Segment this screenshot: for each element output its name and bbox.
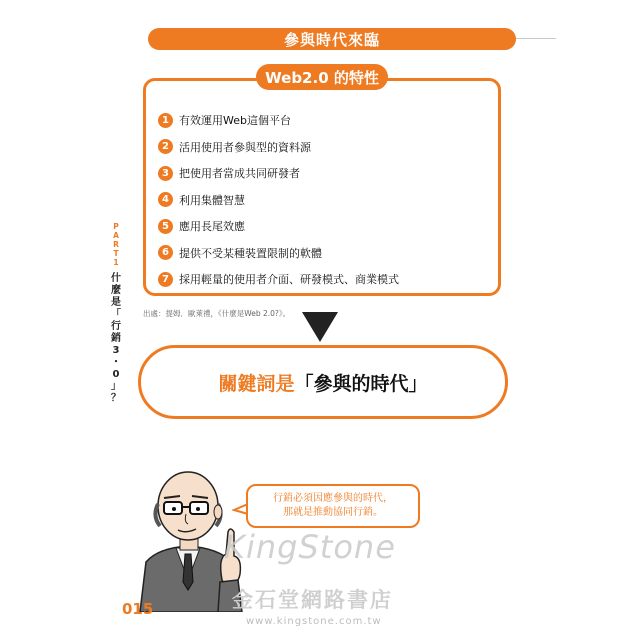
number-badge: 4: [158, 192, 173, 207]
title-char: 3: [112, 345, 120, 356]
part-char: P: [113, 222, 119, 231]
list-item-text: 活用使用者參與型的資料源: [179, 140, 311, 154]
bubble-line-1: 行銷必須因應參與的時代，: [273, 493, 393, 504]
speech-bubble: [246, 484, 420, 528]
keyword-callout: [138, 345, 508, 419]
part-char: T: [113, 249, 119, 258]
title-char: ？: [111, 393, 121, 404]
watermark-url: www.kingstone.com.tw: [246, 616, 382, 627]
part-char: A: [113, 231, 119, 240]
list-item: [158, 107, 488, 134]
features-box-title: Web2.0 的特性: [256, 64, 388, 90]
part-side-label: [108, 222, 124, 405]
title-char: 什: [111, 273, 121, 284]
number-badge: 1: [158, 113, 173, 128]
watermark-logo: KingStone: [224, 528, 396, 566]
list-item: [158, 187, 488, 214]
number-badge: 2: [158, 139, 173, 154]
list-item: [158, 266, 488, 293]
list-item-text: 有效運用Web這個平台: [179, 114, 291, 128]
list-item: [158, 240, 488, 267]
list-item-text: 應用長尾效應: [179, 220, 245, 234]
part-char: 1: [113, 258, 119, 267]
section-header: [148, 28, 556, 50]
source-citation: 出處：提姆．歐萊禮，《什麼是Web 2.0?》。: [143, 309, 291, 318]
page-number: 015: [122, 600, 154, 618]
title-char: 是: [111, 297, 121, 308]
title-char: 」: [111, 381, 121, 392]
title-char: 行: [111, 321, 121, 332]
title-char: 0: [112, 369, 120, 380]
section-title: 參與時代來臨: [148, 28, 516, 50]
watermark-store-name: 金石堂網路書店: [232, 587, 393, 612]
number-badge: 3: [158, 166, 173, 181]
list-item-text: 把使用者當成共同研發者: [179, 167, 300, 181]
number-badge: 7: [158, 272, 173, 287]
part-label: [108, 222, 124, 267]
list-item: [158, 160, 488, 187]
list-item-text: 利用集體智慧: [179, 193, 245, 207]
title-char: 銷: [111, 333, 121, 344]
header-divider: [516, 38, 556, 39]
title-char: 「: [111, 309, 121, 320]
features-list: [158, 107, 488, 293]
list-item: [158, 134, 488, 161]
keyword-phrase: 「參與的時代」: [294, 372, 428, 395]
list-item: [158, 213, 488, 240]
bubble-line-2: 那就是推動協同行銷。: [283, 507, 383, 518]
list-item-text: 採用輕量的使用者介面、研發模式、商業模式: [179, 273, 399, 287]
list-item-text: 提供不受某種裝置限制的軟體: [179, 246, 322, 260]
title-char: ・: [111, 357, 121, 368]
down-arrow-icon: [302, 312, 338, 342]
number-badge: 6: [158, 245, 173, 260]
number-badge: 5: [158, 219, 173, 234]
keyword-prefix: 關鍵詞是: [218, 372, 295, 395]
part-title: [108, 273, 124, 405]
part-char: R: [113, 240, 119, 249]
title-char: 麼: [111, 285, 121, 296]
